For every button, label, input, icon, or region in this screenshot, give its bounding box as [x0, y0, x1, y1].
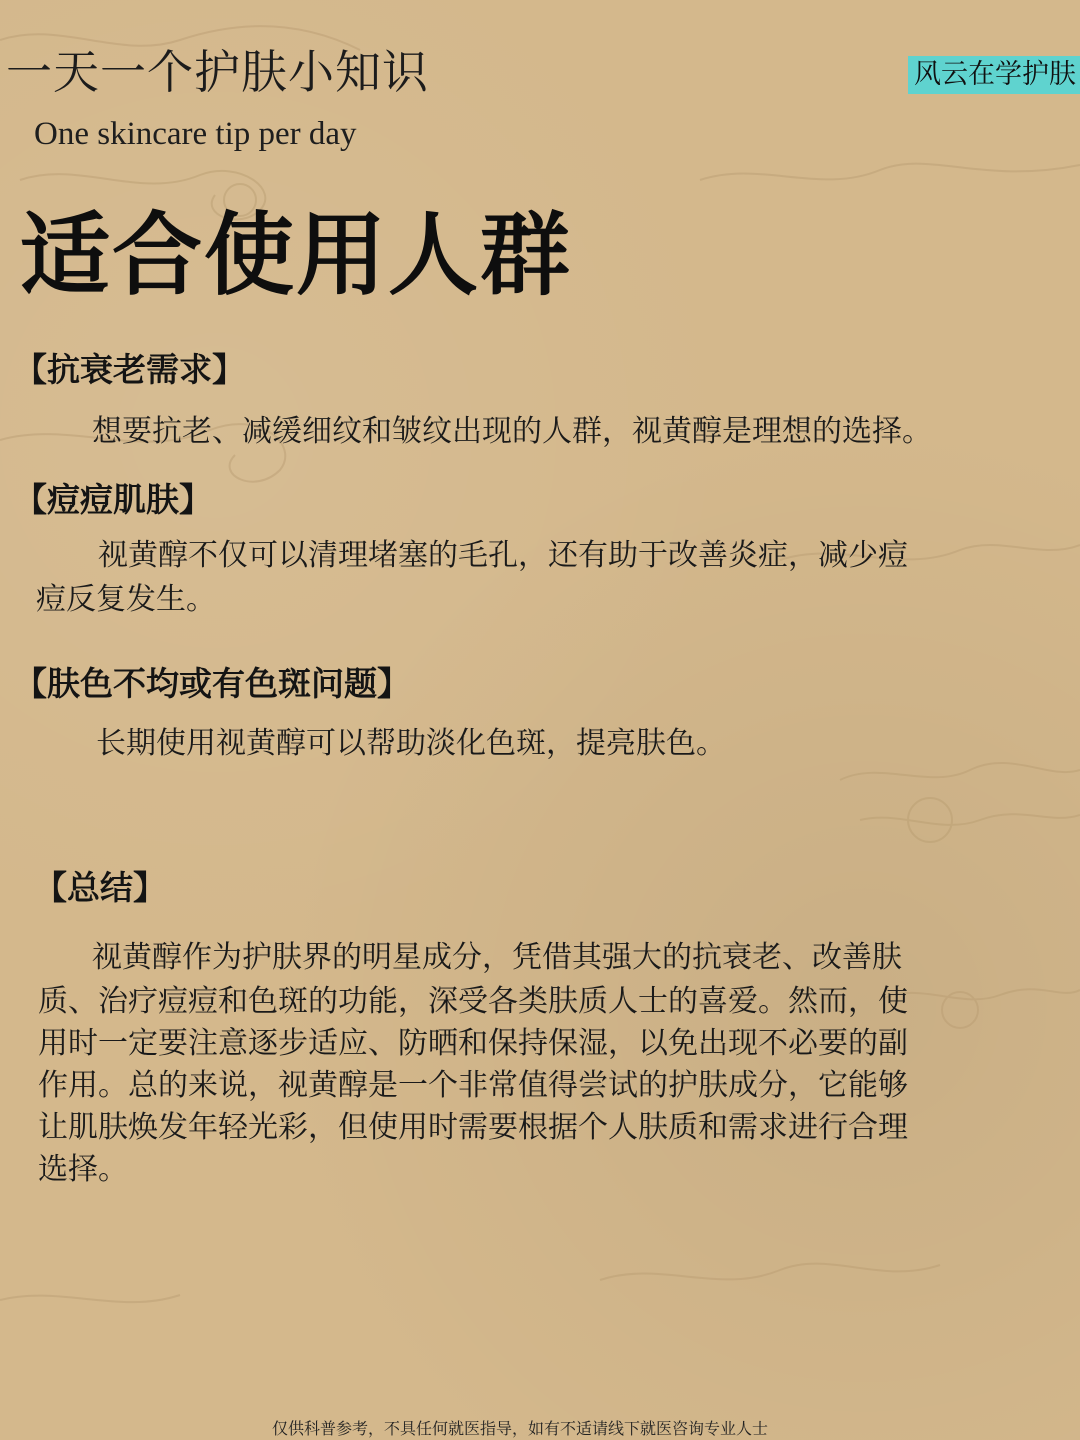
summary-line: 视黄醇作为护肤界的明星成分，凭借其强大的抗衰老、改善肤: [92, 940, 902, 975]
section-body-acne-skin-line1: 视黄醇不仅可以清理堵塞的毛孔，还有助于改善炎症，减少痘: [98, 538, 908, 573]
author-badge: 风云在学护肤: [908, 56, 1080, 94]
section-heading-anti-aging: 【抗衰老需求】: [14, 350, 245, 389]
section-heading-acne-skin: 【痘痘肌肤】: [14, 480, 212, 519]
summary-line: 用时一定要注意逐步适应、防晒和保持保湿，以免出现不必要的副: [38, 1026, 908, 1061]
summary-line: 作用。总的来说，视黄醇是一个非常值得尝试的护肤成分，它能够: [38, 1068, 908, 1103]
section-body-uneven-tone: 长期使用视黄醇可以帮助淡化色斑，提亮肤色。: [96, 726, 726, 761]
summary-line: 让肌肤焕发年轻光彩，但使用时需要根据个人肤质和需求进行合理: [38, 1110, 908, 1145]
summary-heading: 【总结】: [34, 868, 166, 907]
page-heading: 适合使用人群: [20, 203, 572, 308]
section-heading-uneven-tone: 【肤色不均或有色斑问题】: [14, 664, 410, 703]
section-body-acne-skin-line2: 痘反复发生。: [36, 582, 216, 617]
section-body-anti-aging: 想要抗老、减缓细纹和皱纹出现的人群，视黄醇是理想的选择。: [92, 414, 932, 449]
summary-line: 质、治疗痘痘和色斑的功能，深受各类肤质人士的喜爱。然而，使: [38, 984, 908, 1019]
disclaimer: 仅供科普参考，不具任何就医指导，如有不适请线下就医咨询专业人士: [271, 1419, 768, 1438]
series-title: 一天一个护肤小知识: [6, 45, 429, 99]
series-subtitle: One skincare tip per day: [34, 116, 357, 152]
summary-line: 选择。: [38, 1152, 128, 1187]
